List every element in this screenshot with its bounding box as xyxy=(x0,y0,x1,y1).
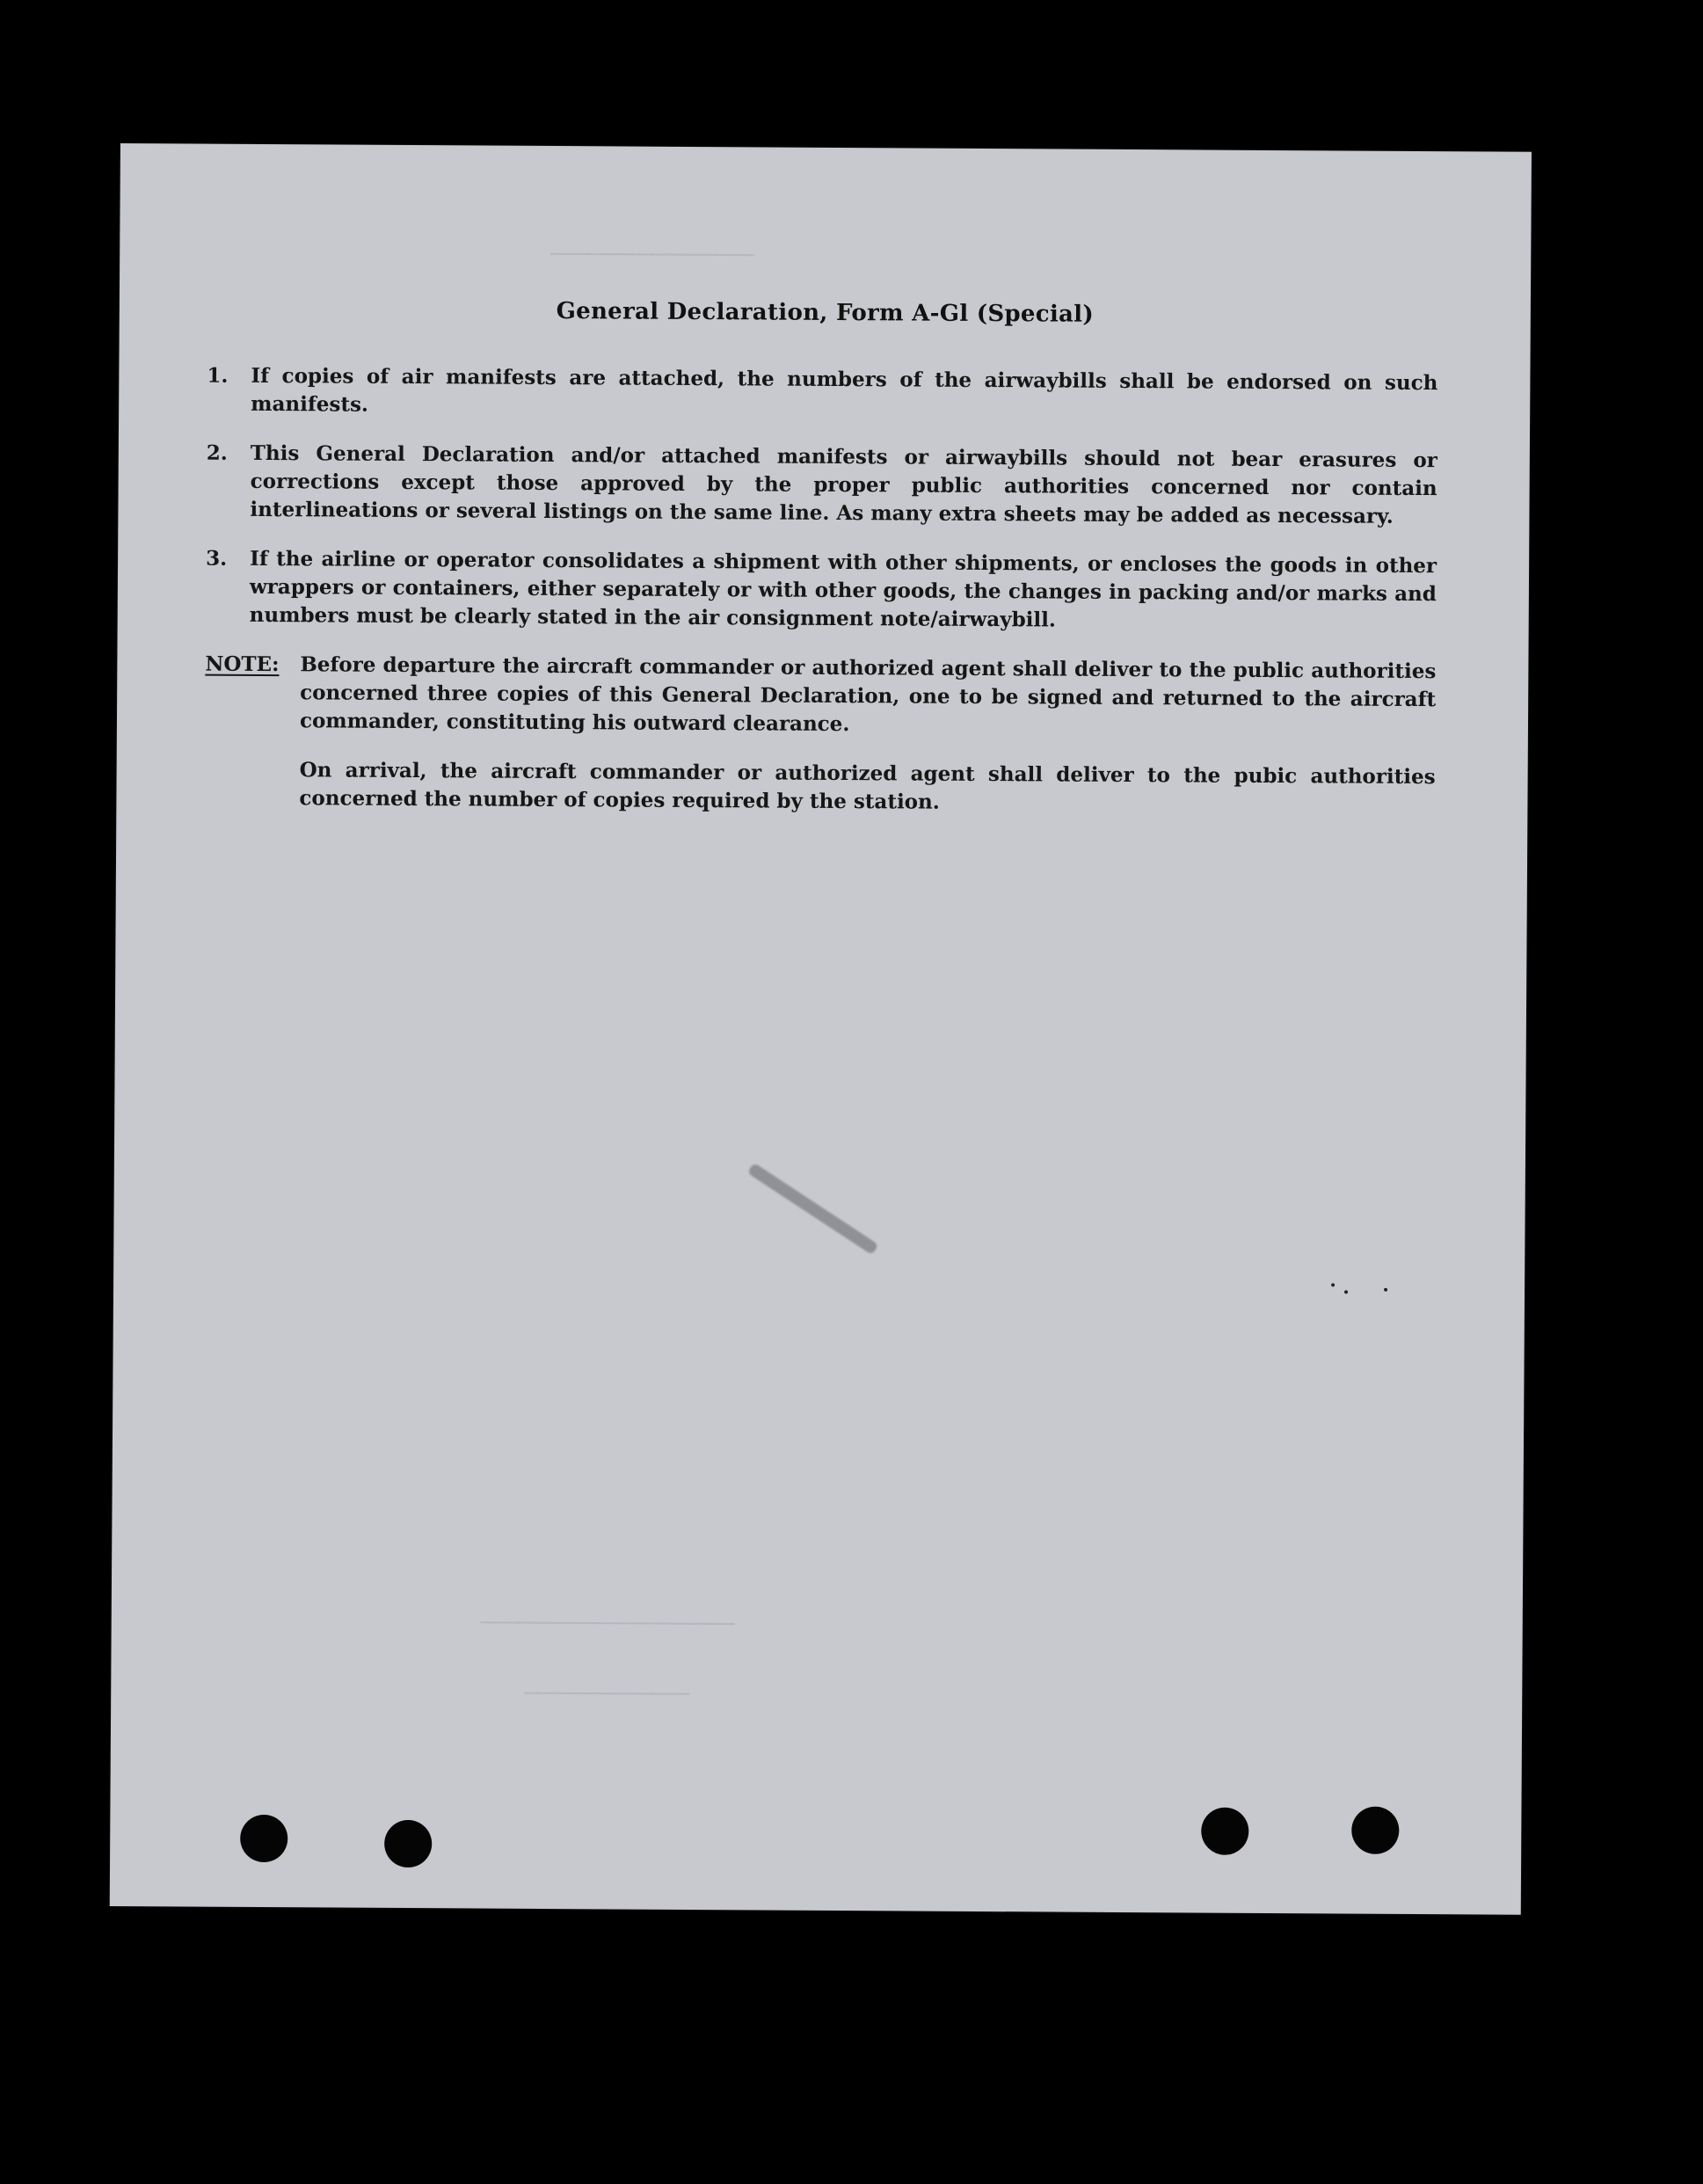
note-body xyxy=(299,651,1436,841)
instruction-text: If the airline or operator consolidates a shipment with other shipments, or encloses the goods in other wrappers or containers, either separately or with other goods, the changes in packing and/or marks and numbers must be clearly stated in the air consignment note/airwaybill. xyxy=(249,546,1437,632)
document-page xyxy=(110,143,1532,1915)
bleed-through-mark: ──────────────── xyxy=(550,240,754,268)
bleed-through-mark: ──────────────────── xyxy=(480,1609,735,1637)
document-title: General Declaration, Form A-Gl (Special) xyxy=(556,298,1095,328)
instructions-list xyxy=(204,362,1437,841)
bleed-through-mark: ───────────── xyxy=(524,1679,690,1707)
punch-hole-left-2 xyxy=(384,1820,432,1867)
note-paragraph-departure: Before departure the aircraft commander or authorized agent shall deliver to the public authorities concerned three copies of this General Declaration, one to be signed and returned to the aircraft commander, constituting his outward clearance. xyxy=(299,652,1437,737)
punch-hole-left-1 xyxy=(240,1815,287,1862)
instruction-text: This General Declaration and/or attached manifests or airwaybills should not bear erasures or corrections except those approved by the proper public authorities concerned nor contain interlineations or several listings on the same line. As many extra sheets may be added as necessary. xyxy=(250,440,1437,528)
speck xyxy=(1344,1291,1348,1294)
note-section xyxy=(204,651,1436,841)
instruction-item-2 xyxy=(206,440,1437,532)
instruction-number: 3. xyxy=(206,546,228,571)
note-label: NOTE: xyxy=(205,652,280,677)
speck xyxy=(1331,1283,1335,1286)
instruction-text: If copies of air manifests are attached, the numbers of the airwaybills shall be endorsed on such manifests. xyxy=(251,363,1438,417)
instruction-number: 1. xyxy=(207,363,229,388)
punch-hole-right-2 xyxy=(1351,1807,1399,1854)
ink-smudge xyxy=(747,1162,879,1255)
instruction-number: 2. xyxy=(206,440,228,465)
instruction-item-3 xyxy=(206,545,1437,637)
instruction-item-1 xyxy=(207,362,1437,426)
note-paragraph-arrival: On arrival, the aircraft commander or authorized agent shall deliver to the pubic authorities concerned the number of copies required by the station. xyxy=(299,758,1436,814)
punch-hole-right-1 xyxy=(1201,1808,1248,1855)
speck xyxy=(1384,1288,1387,1292)
